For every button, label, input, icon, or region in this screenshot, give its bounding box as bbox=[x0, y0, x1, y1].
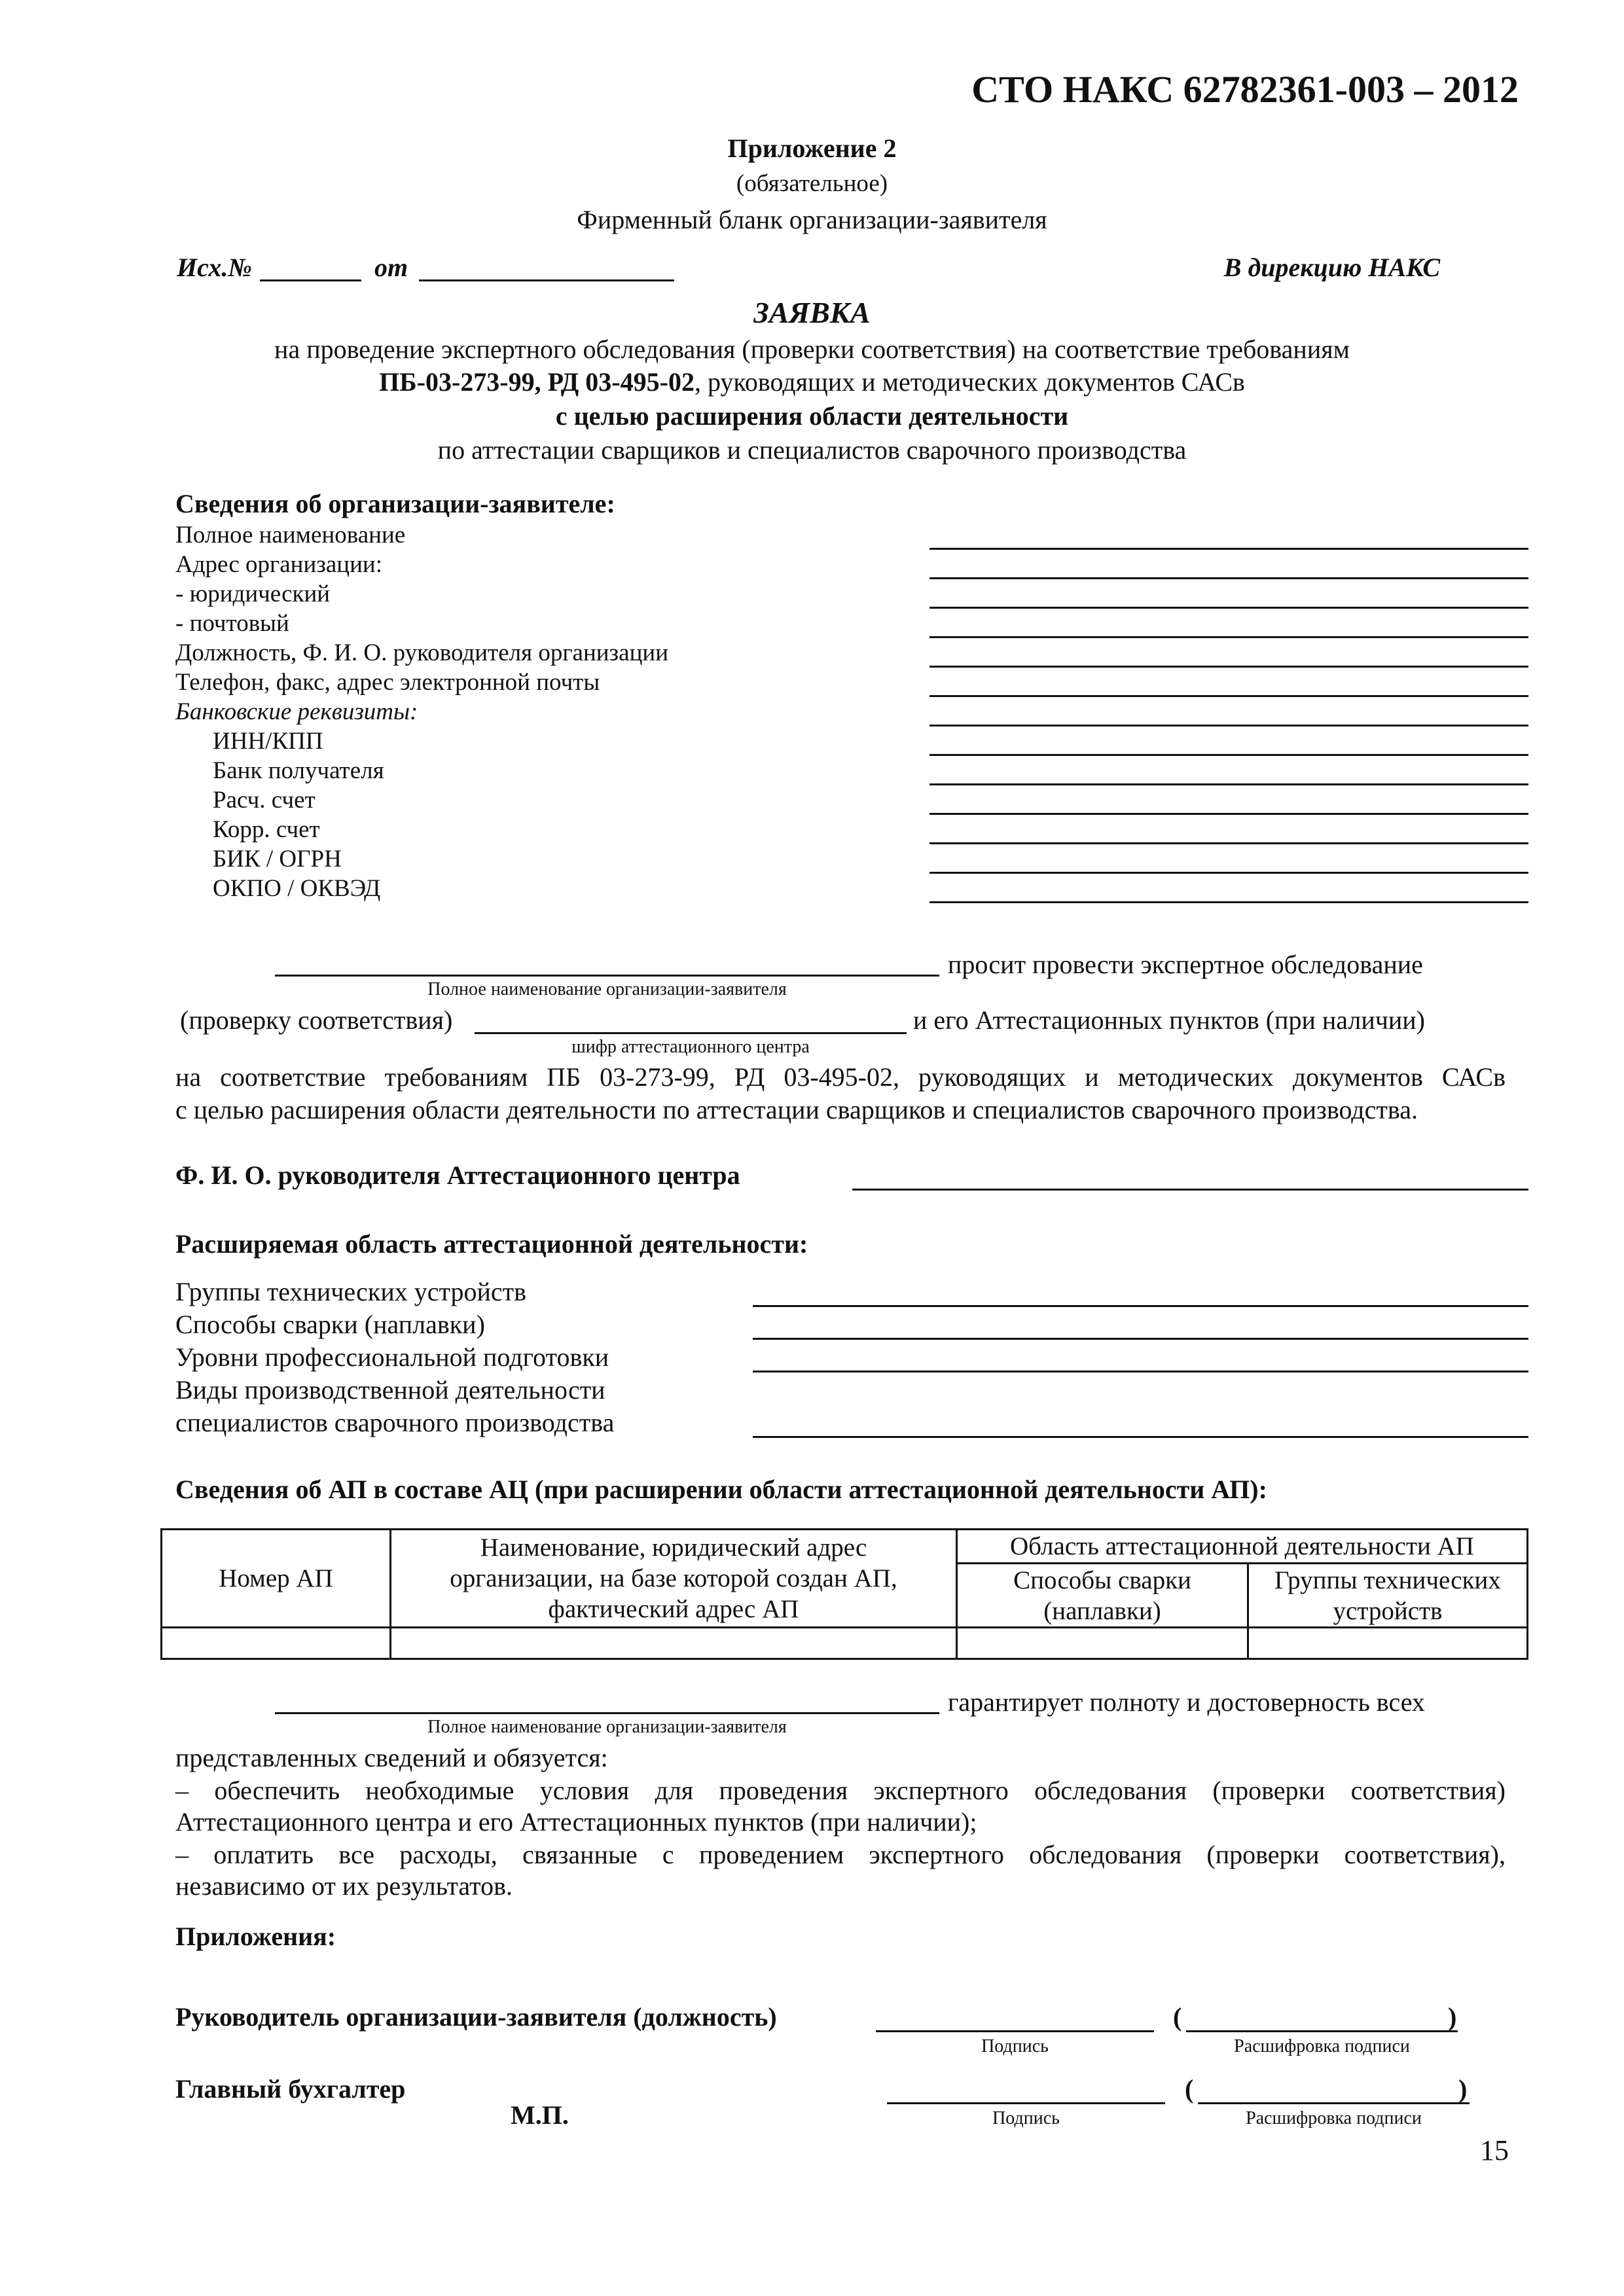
table-cell-groups[interactable] bbox=[1248, 1628, 1528, 1659]
head-decode-caption: Расшифровка подписи bbox=[1234, 2036, 1410, 2056]
col-header-number: Номер АП bbox=[162, 1530, 391, 1628]
check-suffix: и его Аттестационных пунктов (при наличии) bbox=[913, 1005, 1425, 1035]
field-legal-address: - юридический bbox=[175, 581, 331, 607]
letterhead-caption: Фирменный бланк организации-заявителя bbox=[577, 205, 1047, 234]
input-line-director[interactable] bbox=[929, 666, 1528, 668]
ap-table-heading: Сведения об АП в составе АЦ (при расширении области аттестационной деятельности АП): bbox=[175, 1475, 1267, 1504]
bullet-2-line-2: независимо от их результатов. bbox=[175, 1871, 513, 1901]
table-row bbox=[162, 1628, 1528, 1659]
col-header-groups bbox=[1248, 1564, 1528, 1628]
body-paragraph-line-1: на соответствие требованиям ПБ 03-273-99, РД 03-495-02, руководящих и методических документов САСв bbox=[175, 1062, 1506, 1092]
accountant-decode-close-paren: ) bbox=[1458, 2074, 1468, 2104]
input-line-center-code[interactable] bbox=[475, 1032, 907, 1034]
scope-item-levels: Уровни профессиональной подготовки bbox=[175, 1342, 609, 1372]
input-line-bank[interactable] bbox=[929, 783, 1528, 785]
scope-item-specialists: специалистов сварочного производства bbox=[175, 1408, 615, 1437]
attachments-heading: Приложения: bbox=[175, 1922, 336, 1951]
input-line-full-name[interactable] bbox=[929, 548, 1528, 550]
input-line-levels[interactable] bbox=[753, 1371, 1528, 1372]
field-full-name: Полное наименование bbox=[175, 522, 406, 548]
table-cell-methods[interactable] bbox=[957, 1628, 1248, 1659]
addressee: В дирекцию НАКС bbox=[1223, 253, 1440, 282]
col-header-name-line-3: фактический адрес АП bbox=[548, 1595, 799, 1623]
table-cell-number[interactable] bbox=[162, 1628, 391, 1659]
col-header-scope: Область аттестационной деятельности АП bbox=[957, 1530, 1528, 1564]
page-number: 15 bbox=[1480, 2134, 1509, 2166]
input-line-address[interactable] bbox=[929, 577, 1528, 579]
request-line-4: по аттестации сварщиков и специалистов сварочного производства bbox=[437, 435, 1187, 465]
input-line-bank-details[interactable] bbox=[929, 725, 1528, 726]
col-header-methods bbox=[957, 1564, 1248, 1628]
accountant-decode-open-paren: ( bbox=[1185, 2074, 1194, 2104]
input-line-corr-account[interactable] bbox=[929, 842, 1528, 844]
request-title: ЗАЯВКА bbox=[753, 296, 871, 329]
caption-center-code: шифр аттестационного центра bbox=[571, 1037, 810, 1057]
field-inn-kpp: ИНН/КПП bbox=[213, 728, 323, 755]
accountant-sign-caption: Подпись bbox=[992, 2108, 1060, 2128]
appendix-status: (обязательное) bbox=[736, 170, 888, 197]
table-cell-name[interactable] bbox=[391, 1628, 957, 1659]
bullet-2-line-1: – оплатить все расходы, связанные с проведением экспертного обследования (проверки соответствия), bbox=[175, 1840, 1506, 1869]
input-line-activities[interactable] bbox=[753, 1436, 1528, 1438]
field-account: Расч. счет bbox=[213, 787, 316, 814]
outgoing-number-line[interactable] bbox=[260, 279, 361, 281]
guarantee-line-2: представленных сведений и обязуется: bbox=[175, 1743, 608, 1772]
request-line-2-docs: ПБ-03-273-99, РД 03-495-02 bbox=[379, 367, 695, 397]
input-line-bik-ogrn[interactable] bbox=[929, 872, 1528, 874]
date-label: от bbox=[374, 253, 408, 282]
request-line-2 bbox=[0, 367, 1624, 398]
request-line-2-rest: , руководящих и методических документов САСв bbox=[694, 367, 1245, 397]
caption-org-name: Полное наименование организации-заявителя bbox=[427, 979, 787, 999]
head-decode-line[interactable] bbox=[1186, 2030, 1458, 2032]
scope-item-activities: Виды производственной деятельности bbox=[175, 1375, 605, 1405]
seal-label: М.П. bbox=[511, 2100, 569, 2130]
input-line-legal-address[interactable] bbox=[929, 607, 1528, 609]
input-line-postal-address[interactable] bbox=[929, 636, 1528, 638]
check-prefix: (проверку соответствия) bbox=[180, 1005, 453, 1035]
col-header-name-line-2: организации, на базе которой создан АП, bbox=[450, 1564, 897, 1592]
applicant-heading: Сведения об организации-заявителе: bbox=[175, 489, 615, 518]
head-decode-open-paren: ( bbox=[1173, 2002, 1182, 2032]
head-signature-line[interactable] bbox=[876, 2030, 1154, 2032]
col-header-methods-line-1: Способы сварки bbox=[1013, 1566, 1191, 1594]
field-bank: Банк получателя bbox=[213, 757, 384, 784]
accountant-label: Главный бухгалтер bbox=[175, 2074, 406, 2104]
document-code: СТО НАКС 62782361-003 – 2012 bbox=[971, 68, 1519, 111]
input-line-center-head[interactable] bbox=[852, 1189, 1528, 1191]
request-line-1: на проведение экспертного обследования (проверки соответствия) на соответствие требованиям bbox=[274, 334, 1350, 364]
bullet-1-line-2: Аттестационного центра и его Аттестационных пунктов (при наличии); bbox=[175, 1807, 977, 1837]
ap-table bbox=[160, 1528, 1528, 1660]
input-line-groups[interactable] bbox=[753, 1305, 1528, 1307]
field-contacts: Телефон, факс, адрес электронной почты bbox=[175, 669, 600, 696]
col-header-name-line-1: Наименование, юридический адрес bbox=[480, 1534, 867, 1562]
bullet-1-line-1: – обеспечить необходимые условия для проведения экспертного обследования (проверки соответствия) bbox=[175, 1776, 1506, 1805]
date-line[interactable] bbox=[419, 279, 674, 281]
accountant-decode-caption: Расшифровка подписи bbox=[1246, 2108, 1422, 2128]
col-header-groups-line-2: устройств bbox=[1333, 1596, 1443, 1625]
scope-item-methods: Способы сварки (наплавки) bbox=[175, 1310, 485, 1339]
input-line-methods[interactable] bbox=[753, 1338, 1528, 1340]
request-line-3: с целью расширения области деятельности bbox=[555, 401, 1069, 431]
center-head-label: Ф. И. О. руководителя Аттестационного центра bbox=[175, 1160, 740, 1190]
asks-text: просит провести экспертное обследование bbox=[948, 950, 1423, 979]
accountant-decode-line[interactable] bbox=[1198, 2102, 1470, 2104]
body-paragraph-line-2: с целью расширения области деятельности по аттестации сварщиков и специалистов сварочного производства. bbox=[175, 1095, 1418, 1124]
input-line-contacts[interactable] bbox=[929, 695, 1528, 697]
appendix-title: Приложение 2 bbox=[727, 134, 897, 163]
field-address: Адрес организации: bbox=[175, 551, 382, 578]
guarantee-text: гарантирует полноту и достоверность всех bbox=[948, 1687, 1425, 1717]
field-bik-ogrn: БИК / ОГРН bbox=[213, 846, 342, 872]
head-sign-caption: Подпись bbox=[981, 2036, 1049, 2056]
input-line-okpo-okved[interactable] bbox=[929, 901, 1528, 903]
field-postal-address: - почтовый bbox=[175, 610, 289, 637]
bank-heading: Банковские реквизиты: bbox=[175, 698, 418, 725]
field-corr-account: Корр. счет bbox=[213, 816, 320, 843]
field-director: Должность, Ф. И. О. руководителя организации bbox=[175, 639, 668, 666]
outgoing-number-label: Исх.№ bbox=[177, 253, 252, 282]
input-line-org-name[interactable] bbox=[275, 975, 939, 977]
input-line-account[interactable] bbox=[929, 813, 1528, 815]
col-header-methods-line-2: (наплавки) bbox=[1043, 1596, 1161, 1625]
col-header-groups-line-1: Группы технических bbox=[1274, 1566, 1501, 1594]
input-line-inn-kpp[interactable] bbox=[929, 754, 1528, 756]
col-header-name bbox=[391, 1530, 957, 1628]
caption-org-name-2: Полное наименование организации-заявителя bbox=[427, 1717, 787, 1737]
head-signature-label: Руководитель организации-заявителя (должность) bbox=[175, 2002, 777, 2032]
accountant-signature-line[interactable] bbox=[887, 2102, 1165, 2104]
scope-heading: Расширяемая область аттестационной деятельности: bbox=[175, 1229, 808, 1259]
head-decode-close-paren: ) bbox=[1448, 2002, 1457, 2032]
field-okpo-okved: ОКПО / ОКВЭД bbox=[213, 875, 381, 902]
input-line-org-name-2[interactable] bbox=[275, 1712, 939, 1714]
scope-item-groups: Группы технических устройств bbox=[175, 1277, 526, 1306]
